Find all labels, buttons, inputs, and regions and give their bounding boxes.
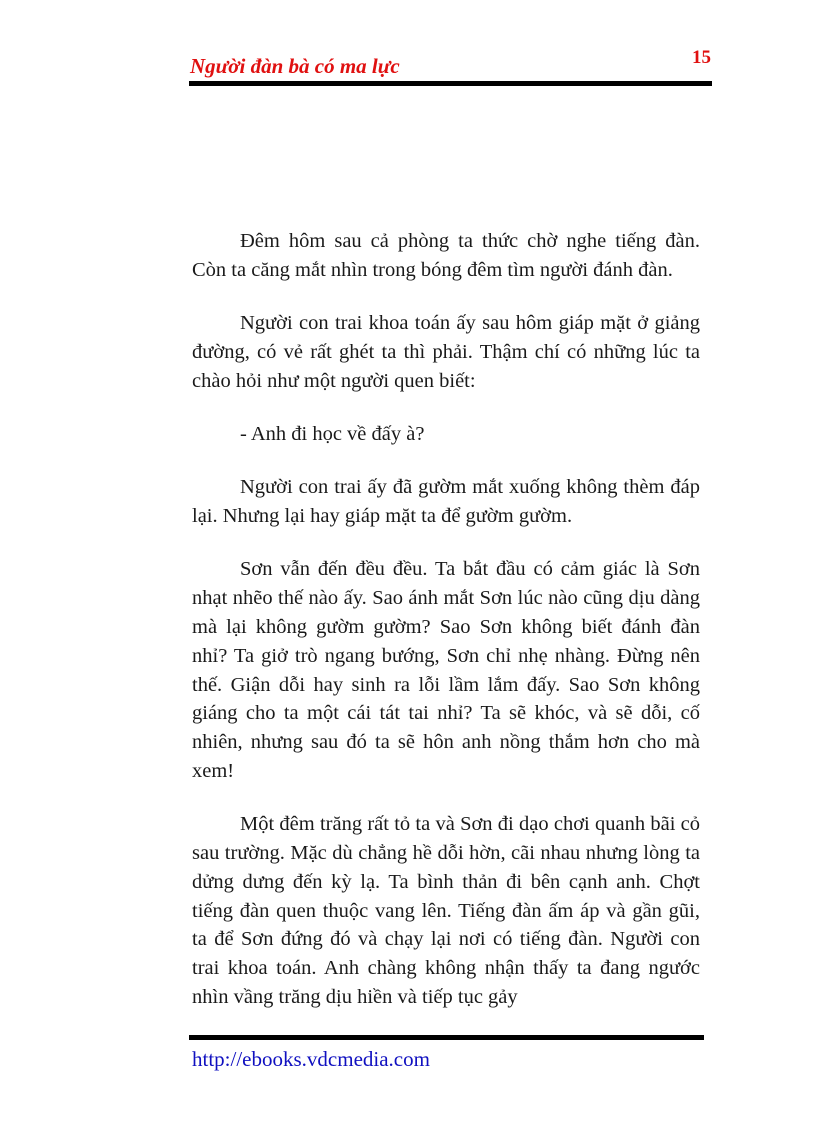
book-title: Người đàn bà có ma lực <box>190 54 400 78</box>
page-number: 15 <box>692 47 711 68</box>
paragraph: Một đêm trăng rất tỏ ta và Sơn đi dạo chơi quanh bãi cỏ sau trường. Mặc dù chẳng hề dỗi hờn, cãi nhau nhưng lòng ta dửng dưng đến kỳ lạ. Ta bình thản đi bên cạnh anh. Chợt tiếng đàn quen thuộc vang lên. Tiếng đàn ấm áp và gần gũi, ta để Sơn đứng đó và chạy lại nơi có tiếng đàn. Người con trai khoa toán. Anh chàng không nhận thấy ta đang ngước nhìn vầng trăng dịu hiền và tiếp tục gảy <box>192 813 700 1009</box>
paragraph: Người con trai khoa toán ấy sau hôm giáp mặt ở giảng đường, có vẻ rất ghét ta thì phải. Thậm chí có những lúc ta chào hỏi như một người quen biết: <box>192 312 700 392</box>
page-body <box>192 227 700 1036</box>
footer-url-link[interactable]: http://ebooks.vdcmedia.com <box>192 1047 430 1071</box>
paragraph: Người con trai ấy đã gườm mắt xuống không thèm đáp lại. Nhưng lại hay giáp mặt ta để gườm gườm. <box>192 476 700 528</box>
footer-divider <box>189 1035 704 1040</box>
paragraph: Đêm hôm sau cả phòng ta thức chờ nghe tiếng đàn. Còn ta căng mắt nhìn trong bóng đêm tìm người đánh đàn. <box>192 230 700 281</box>
paragraph: - Anh đi học về đấy à? <box>240 422 425 445</box>
header-divider <box>189 81 712 86</box>
paragraph: Sơn vẫn đến đều đều. Ta bắt đầu có cảm giác là Sơn nhạt nhẽo thế nào ấy. Sao ánh mắt Sơn lúc nào cũng dịu dàng mà lại không gườm gườm? Sao Sơn không biết đánh đàn nhỉ? Ta giở trò ngang bướng, Sơn chỉ nhẹ nhàng. Đừng nên thế. Giận dỗi hay sinh ra lỗi lầm lắm đấy. Sao Sơn không giáng cho ta một cái tát tai nhỉ? Ta sẽ khóc, và sẽ dỗi, cố nhiên, nhưng sau đó ta sẽ hôn anh nồng thắm hơn cho mà xem! <box>192 558 700 782</box>
